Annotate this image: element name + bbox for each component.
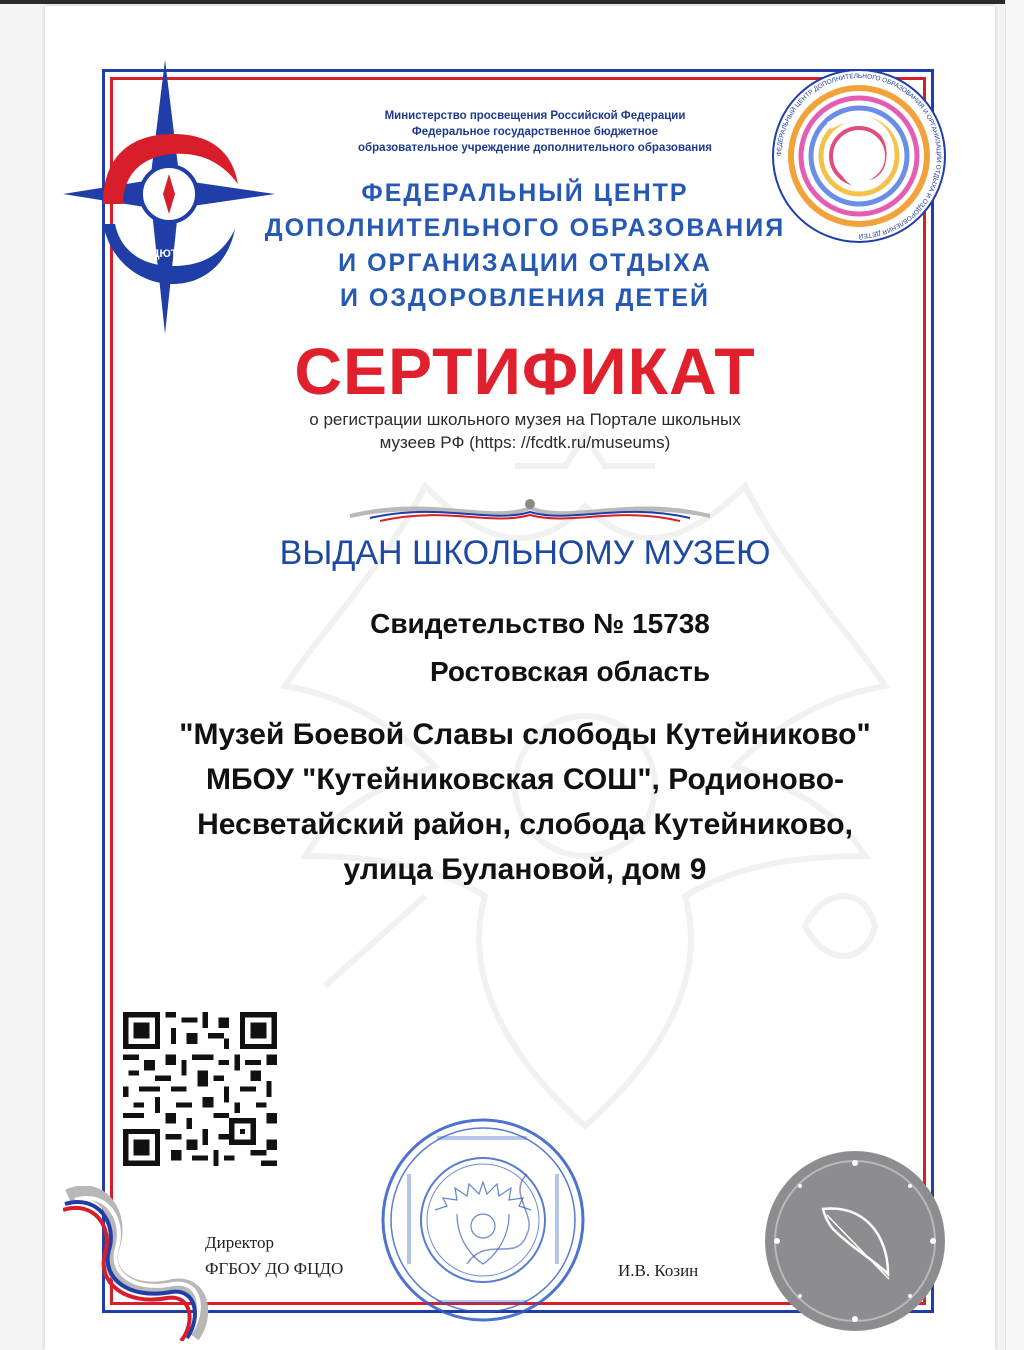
museum-line-3: Несветайский район, слобода Кутейниково,: [197, 808, 853, 841]
subtitle-line-1: о регистрации школьного музея на Портале школьных: [309, 410, 741, 429]
certificate-page: [45, 6, 995, 1350]
qr-code[interactable]: [123, 1012, 277, 1166]
center-line-4: И ОЗДОРОВЛЕНИЯ ДЕТЕЙ: [339, 284, 711, 312]
ministry-line-1: Министерство просвещения Российской Федерации: [384, 110, 686, 122]
ministry-line-2: Федеральное государственное бюджетное: [411, 126, 659, 138]
official-stamp: [377, 1114, 589, 1326]
cdutik-compass-logo: [63, 54, 275, 340]
ring-logo-text: ФЕДЕРАЛЬНЫЙ ЦЕНТР ДОПОЛНИТЕЛЬНОГО ОБРАЗОВАНИЯ И ОРГАНИЗАЦИИ ОТДЫХА И ОЗДОРОВЛЕНИЯ ДЕТЕЙ: [775, 72, 943, 240]
viewer-top-strip: [0, 0, 1024, 4]
ministry-line-3: образовательное учреждение дополнительного образования: [358, 142, 712, 154]
certificate-number: Свидетельство № 15738: [370, 608, 710, 639]
viewer-scrollbar[interactable]: [1005, 0, 1024, 1350]
center-line-3: И ОРГАНИЗАЦИИ ОТДЫХА: [338, 249, 712, 277]
museum-line-2: МБОУ "Кутейниковская СОШ", Родионово-: [205, 763, 845, 796]
tricolor-ribbon-divider: [350, 494, 710, 524]
tricolor-ribbon-corner: [63, 1186, 213, 1341]
center-line-2: ДОПОЛНИТЕЛЬНОГО ОБРАЗОВАНИЯ: [264, 214, 786, 242]
museum-line-1: "Музей Боевой Славы слободы Кутейниково": [179, 718, 871, 751]
logo-text: ЦДЮТиК: [143, 248, 191, 260]
issued-to-heading: ВЫДАН ШКОЛЬНОМУ МУЗЕЮ: [279, 534, 771, 572]
signatory-position-line-1: Директор: [205, 1233, 274, 1252]
subtitle-line-2: музеев РФ (https: //fcdtk.ru/museums): [379, 433, 671, 452]
certificate-title: СЕРТИФИКАТ: [294, 334, 756, 408]
museum-line-4: улица Булановой, дом 9: [343, 853, 707, 886]
signatory-position-line-2: ФГБОУ ДО ФЦДО: [205, 1259, 344, 1278]
museum-details: [95, 712, 955, 892]
region-name: Ростовская область: [429, 656, 711, 687]
center-line-1: ФЕДЕРАЛЬНЫЙ ЦЕНТР: [361, 179, 689, 207]
certificate-subtitle: [225, 408, 825, 454]
signatory-name: И.В. Козин: [618, 1261, 699, 1280]
center-name: [245, 176, 805, 316]
ministry-header: [295, 108, 775, 156]
signatory-position: [205, 1230, 343, 1282]
quill-seal-emblem: [763, 1149, 947, 1333]
